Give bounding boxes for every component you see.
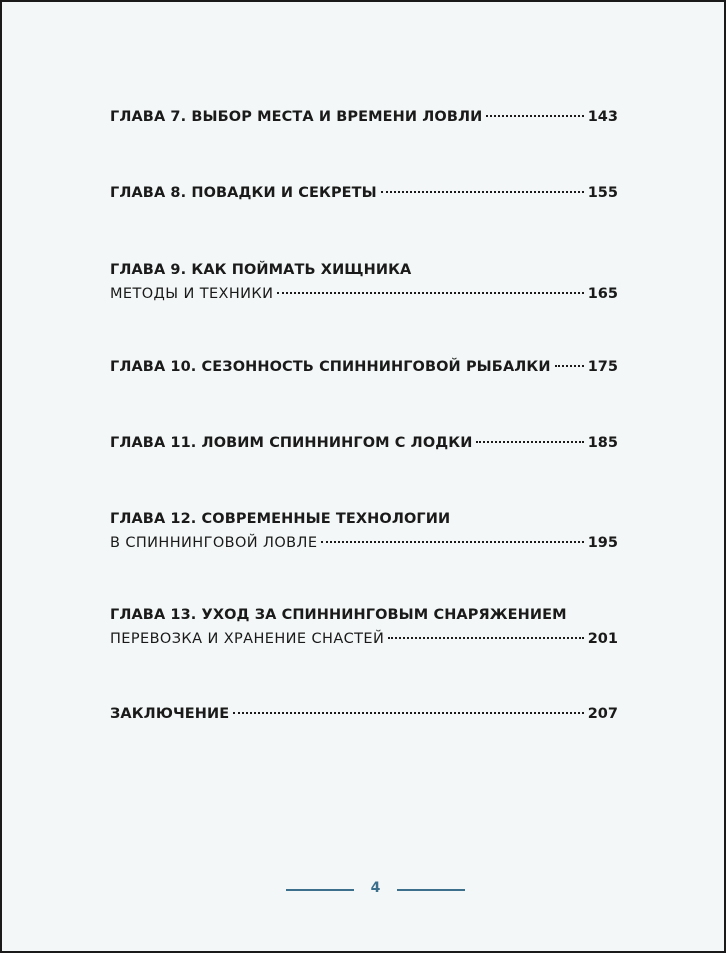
toc-line: [110, 627, 618, 651]
dot-leader: [321, 541, 583, 543]
toc-title: ГЛАВА 7. ВЫБОР МЕСТА И ВРЕМЕНИ ЛОВЛИ: [110, 109, 483, 125]
toc-page-number: 143: [587, 109, 618, 125]
page-footer: [2, 878, 724, 902]
toc-title-line: [110, 258, 618, 282]
toc-page-number: 155: [587, 185, 618, 201]
toc-title: ГЛАВА 12. СОВРЕМЕННЫЕ ТЕХНОЛОГИИ: [110, 511, 451, 527]
footer-rule-left: [286, 889, 354, 891]
toc-line: [110, 282, 618, 306]
toc-title: ГЛАВА 9. КАК ПОЙМАТЬ ХИЩНИКА: [110, 262, 412, 278]
toc-page-number: 195: [587, 535, 618, 551]
toc-line: [110, 105, 618, 129]
toc-line: [110, 355, 618, 379]
toc-title-line: [110, 603, 618, 627]
toc-title: ГЛАВА 10. СЕЗОННОСТЬ СПИННИНГОВОЙ РЫБАЛКИ: [110, 359, 551, 375]
toc-page-number: 175: [587, 359, 618, 375]
toc-entry-conclusion[interactable]: [110, 702, 618, 726]
toc-subtitle: В СПИННИНГОВОЙ ЛОВЛЕ: [110, 535, 318, 551]
dot-leader: [388, 637, 583, 639]
toc-title: ЗАКЛЮЧЕНИЕ: [110, 706, 230, 722]
toc-line: [110, 181, 618, 205]
toc-line: [110, 702, 618, 726]
toc-page-number: 207: [587, 706, 618, 722]
dot-leader: [555, 365, 584, 367]
toc-page-number: 165: [587, 286, 618, 302]
footer-rule-right: [397, 889, 465, 891]
toc-entry-chapter-9[interactable]: [110, 258, 618, 306]
dot-leader: [476, 441, 583, 443]
toc-page-number: 185: [587, 435, 618, 451]
dot-leader: [233, 712, 583, 714]
toc-entry-chapter-12[interactable]: [110, 507, 618, 555]
toc-entry-chapter-13[interactable]: [110, 603, 618, 651]
toc-entry-chapter-8[interactable]: [110, 181, 618, 205]
toc-entry-chapter-7[interactable]: [110, 105, 618, 129]
dot-leader: [486, 115, 583, 117]
dot-leader: [277, 292, 583, 294]
page-number: 4: [370, 880, 381, 896]
toc-title: ГЛАВА 13. УХОД ЗА СПИННИНГОВЫМ СНАРЯЖЕНИЕМ: [110, 607, 567, 623]
toc-subtitle: МЕТОДЫ И ТЕХНИКИ: [110, 286, 274, 302]
toc-subtitle: ПЕРЕВОЗКА И ХРАНЕНИЕ СНАСТЕЙ: [110, 631, 385, 647]
toc-entry-chapter-11[interactable]: [110, 431, 618, 455]
toc-title: ГЛАВА 8. ПОВАДКИ И СЕКРЕТЫ: [110, 185, 377, 201]
toc-line: [110, 531, 618, 555]
toc-page-number: 201: [587, 631, 618, 647]
toc-title-line: [110, 507, 618, 531]
toc-title: ГЛАВА 11. ЛОВИМ СПИННИНГОМ С ЛОДКИ: [110, 435, 473, 451]
toc-entry-chapter-10[interactable]: [110, 355, 618, 379]
toc-line: [110, 431, 618, 455]
dot-leader: [381, 191, 584, 193]
